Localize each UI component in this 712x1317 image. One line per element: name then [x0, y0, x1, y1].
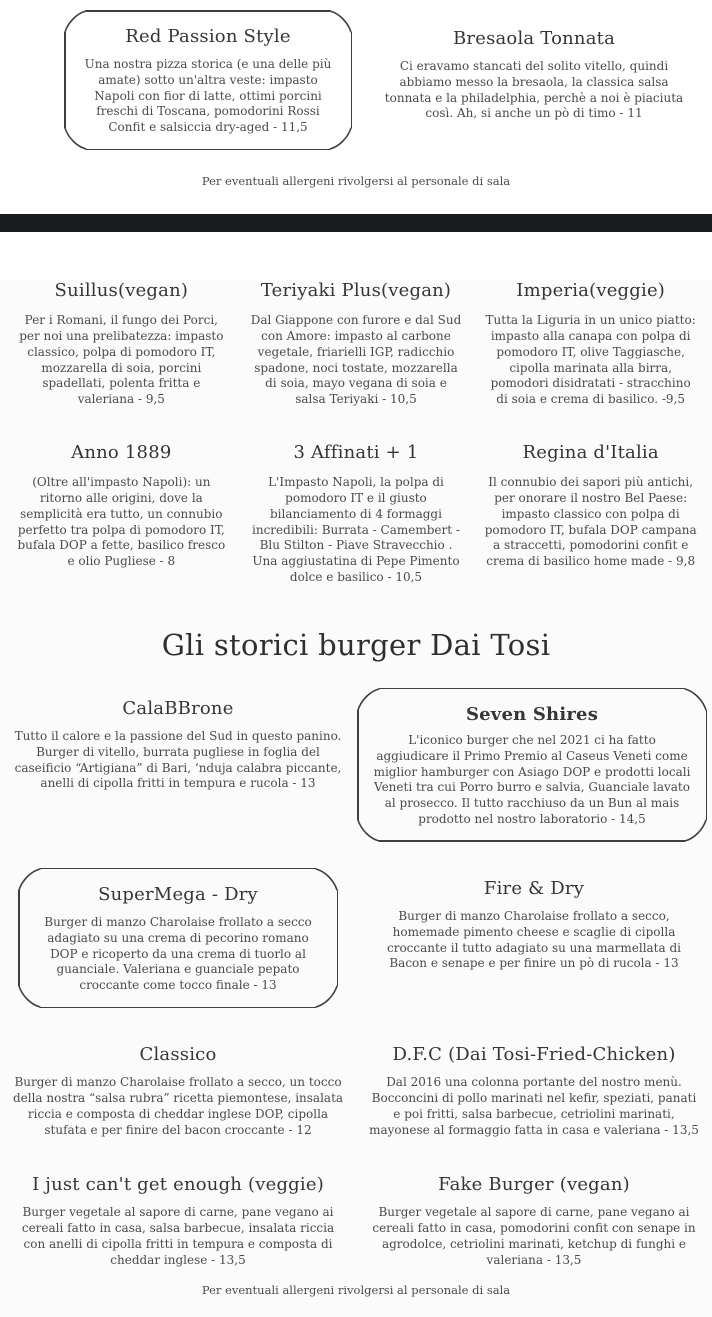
top-section: [0, 0, 712, 150]
plaque-edge: [86, 149, 330, 151]
allergen-note: Per eventuali allergeni rivolgersi al personale di sala: [201, 174, 511, 189]
plaque-edge: [40, 868, 316, 870]
plaque-corner-ornament: [684, 819, 707, 842]
menu-item: [473, 280, 708, 408]
plaque-edge: [706, 710, 708, 820]
menu-item: [371, 704, 693, 828]
item-description: Per i Romani, il fungo dei Porci, per noi una prelibatezza: impasto classico, polpa di pomodoro IT, mozzarella di soia, porcini spadellati, polenta fritta e valeriana - 9,5: [19, 313, 224, 407]
item-title: CalaBBrone: [122, 697, 234, 719]
menu-item: [356, 28, 712, 122]
plaque-edge: [379, 688, 685, 690]
plaque-corner-ornament: [18, 985, 41, 1008]
item-title: Red Passion Style: [125, 26, 291, 47]
item-description: L'iconico burger che nel 2021 ci ha fatto aggiudicare il Primo Premio al Caseus Veneti come miglior hamburger con Asiago DOP e prodotti locali Veneti tra cui Porro burro e salvia, Guanciale lavato al prosecco. Il tutto racchiuso da un Bun al mais prodotto nel nostro laboratorio - 14,5: [373, 732, 691, 827]
item-description: Burger vegetale al sapore di carne, pane vegano ai cereali fatto in casa, salsa barbecue, insalata riccia con anelli di cipolla fritti in tempura e composta di cheddar inglese - 13,5: [21, 1205, 335, 1267]
item-description: Una nostra pizza storica (e una delle più amate) sotto un'altra veste: impasto Napoli con fior di latte, ottimi porcini freschi di Toscana, pomodorini Rossi Confit e salsiccia dry-aged - 11,5: [84, 57, 332, 135]
item-title: Suillus(vegan): [54, 280, 189, 302]
item-title: SuperMega - Dry: [98, 883, 258, 905]
item-description: Burger di manzo Charolaise frollato a secco, un tocco della nostra “salsa rubra” ricetta piemontese, insalata riccia e composta di cheddar inglese DOP, cipolla stufata e per finire del bacon croccante - 12: [12, 1075, 344, 1137]
item-title: Regina d'Italia: [522, 442, 659, 464]
allergen-note: Per eventuali allergeni rivolgersi al personale di sala: [201, 1282, 511, 1297]
plaque-edge: [379, 840, 685, 842]
plaque-corner-ornament: [315, 868, 338, 891]
menu-item: [12, 688, 344, 792]
item-title: Seven Shires: [465, 703, 599, 725]
item-description: Burger vegetale al sapore di carne, pane vegano ai cereali fatto in casa, pomodorini confit con senape in agrodolce, cetriolini marinati, ketchup di funghi e valeriana - 13,5: [372, 1205, 696, 1267]
item-description: Burger di manzo Charolaise frollato a secco adagiato su una crema di pecorino romano DOP e ricoperto da una crema di tuorlo al guanciale. Valeriana e guanciale pepato croccante come tocco finale - 13: [44, 914, 312, 993]
plaque-corner-ornament: [18, 868, 41, 891]
item-title: Bresaola Tonnata: [452, 28, 616, 49]
menu-item: [32, 884, 324, 994]
item-title: Fake Burger (vegan): [438, 1174, 630, 1196]
menu-item: [4, 280, 239, 408]
item-title: Imperia(veggie): [516, 280, 666, 302]
item-title: Fire & Dry: [483, 877, 585, 899]
plaque-edge: [64, 32, 66, 128]
item-description: Tutto il calore e la passione del Sud in questo panino. Burger di vitello, burrata pugliese in foglia del caseificio “Artigiana” di Bari, ‘nduja calabra piccante, anelli di cipolla fritti in tempura e rucola - 13: [14, 728, 342, 791]
plaque-corner-ornament: [329, 10, 352, 33]
burger-section-title: Gli storici burger Dai Tosi: [161, 627, 551, 662]
menu-item: [12, 1164, 344, 1268]
item-title: I just can't get enough (veggie): [32, 1174, 324, 1196]
menu-item: [239, 442, 474, 586]
plaque-corner-ornament: [357, 688, 380, 711]
item-description: Dal Giappone con furore e dal Sud con Amore: impasto al carbone vegetale, friarielli IGP, radicchio spadone, noci tostate, mozzarella di soia, mayo vegana di soia e salsa Teriyaki - 10,5: [250, 313, 462, 407]
item-description: (Oltre all'impasto Napoli): un ritorno alle origini, dove la semplicità era tutto, un connubio perfetto tra polpa di pomodoro IT, bufala DOP a fette, basilico fresco e olio Pugliese - 8: [17, 475, 226, 569]
item-title: Classico: [139, 1044, 217, 1066]
menu-item: [12, 1034, 344, 1138]
menu-item: [368, 1034, 700, 1138]
plaque-edge: [337, 890, 339, 986]
plaque-corner-ornament: [684, 688, 707, 711]
item-title: Teriyaki Plus(vegan): [260, 280, 452, 302]
plaque-edge: [351, 32, 353, 128]
item-description: L'Impasto Napoli, la polpa di pomodoro IT e il giusto bilanciamento di 4 formaggi incredibili: Burrata - Camembert - Blu Stilton - Piave Stravecchio . Una aggiustatina di Pepe Pimento dolce e basilico - 10,5: [252, 475, 460, 585]
plaque-corner-ornament: [357, 819, 380, 842]
menu-item-plaque: [18, 868, 338, 1008]
plaque-edge: [18, 890, 20, 986]
item-title: D.F.C (Dai Tosi-Fried-Chicken): [392, 1044, 676, 1066]
menu-item: [78, 26, 338, 136]
item-description: Ci eravamo stancati del solito vitello, quindi abbiamo messo la bresaola, la classica salsa tonnata e la philadelphia, perchè a noi è piaciuta così. Ah, si anche un pò di timo - 11: [384, 59, 684, 121]
plaque-corner-ornament: [64, 127, 87, 150]
menu-item-plaque: [64, 10, 352, 150]
plaque-corner-ornament: [329, 127, 352, 150]
plaque-corner-ornament: [64, 10, 87, 33]
menu-item-plaque: [357, 688, 707, 842]
section-divider-bar: [0, 214, 712, 232]
menu-item: [4, 442, 239, 586]
item-description: Burger di manzo Charolaise frollato a secco, homemade pimento cheese e scaglie di cipolla croccante il tutto adagiato su una marmellata di Bacon e senape e per finire un pò di rucola - 13: [386, 908, 681, 971]
menu-item: [368, 1164, 700, 1268]
plaque-edge: [40, 1007, 316, 1009]
plaque-edge: [357, 710, 359, 820]
menu-item: [368, 868, 700, 972]
menu-item: [239, 280, 474, 408]
burger-section: [0, 688, 712, 1269]
menu-item: [473, 442, 708, 586]
item-description: Il connubio dei sapori più antichi, per onorare il nostro Bel Paese: impasto classico con polpa di pomodoro IT, bufala DOP campana a straccetti, pomodorini confit e crema di basilico home made - 9,8: [484, 475, 697, 569]
plaque-edge: [86, 10, 330, 12]
plaque-corner-ornament: [315, 985, 338, 1008]
item-title: Anno 1889: [71, 442, 172, 464]
item-description: Dal 2016 una colonna portante del nostro menù. Bocconcini di pollo marinati nel kefir, speziati, panati e poi fritti, salsa barbecue, cetriolini marinati, mayonese al formaggio fatta in casa e valeriana - 13,5: [369, 1075, 699, 1137]
item-title: 3 Affinati + 1: [293, 442, 419, 464]
item-description: Tutta la Liguria in un unico piatto: impasto alla canapa con polpa di pomodoro IT, olive Taggiasche, cipolla marinata alla birra, pomodori disidratati - stracchino di soia e crema di basilico. -9,5: [485, 313, 696, 407]
pizza-section: [0, 280, 712, 586]
